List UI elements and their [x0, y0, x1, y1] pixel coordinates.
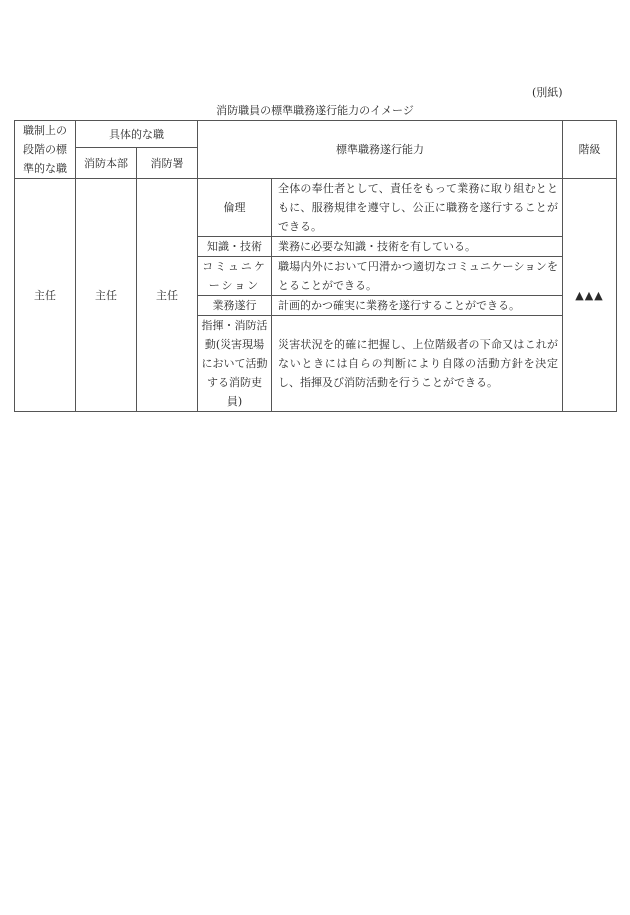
ability-category: 倫理	[198, 179, 272, 237]
ability-category: コミュニケーション	[198, 257, 272, 296]
ability-description: 計画的かつ確実に業務を遂行することができる。	[272, 296, 563, 316]
header-headquarters: 消防本部	[76, 148, 137, 179]
header-standard-position: 職制上の段階の標準的な職	[15, 121, 76, 179]
annex-label: (別紙)	[532, 86, 563, 99]
cell-station: 主任	[137, 179, 198, 412]
document-title: 消防職員の標準職務遂行能力のイメージ	[216, 104, 414, 117]
header-specific-position: 具体的な職	[76, 121, 198, 148]
ability-description: 職場内外において円滑かつ適切なコミュニケーションをとることができる。	[272, 257, 563, 296]
ability-table	[14, 120, 617, 412]
ability-category: 業務遂行	[198, 296, 272, 316]
cell-headquarters: 主任	[76, 179, 137, 412]
ability-category: 指揮・消防活動(災害現場において活動する消防吏員)	[198, 316, 272, 412]
ability-description: 業務に必要な知識・技術を有している。	[272, 237, 563, 257]
cell-standard-position: 主任	[15, 179, 76, 412]
ability-description: 災害状況を的確に把握し、上位階級者の下命又はこれがないときには自らの判断により自隊の活動方針を決定し、指揮及び消防活動を行うことができる。	[272, 316, 563, 412]
header-station: 消防署	[137, 148, 198, 179]
header-rank: 階級	[563, 121, 617, 179]
header-ability: 標準職務遂行能力	[198, 121, 563, 179]
rank-triangles: ▲▲▲	[563, 179, 617, 412]
ability-description: 全体の奉仕者として、責任をもって業務に取り組むとともに、服務規律を遵守し、公正に職務を遂行することができる。	[272, 179, 563, 237]
ability-category: 知識・技術	[198, 237, 272, 257]
